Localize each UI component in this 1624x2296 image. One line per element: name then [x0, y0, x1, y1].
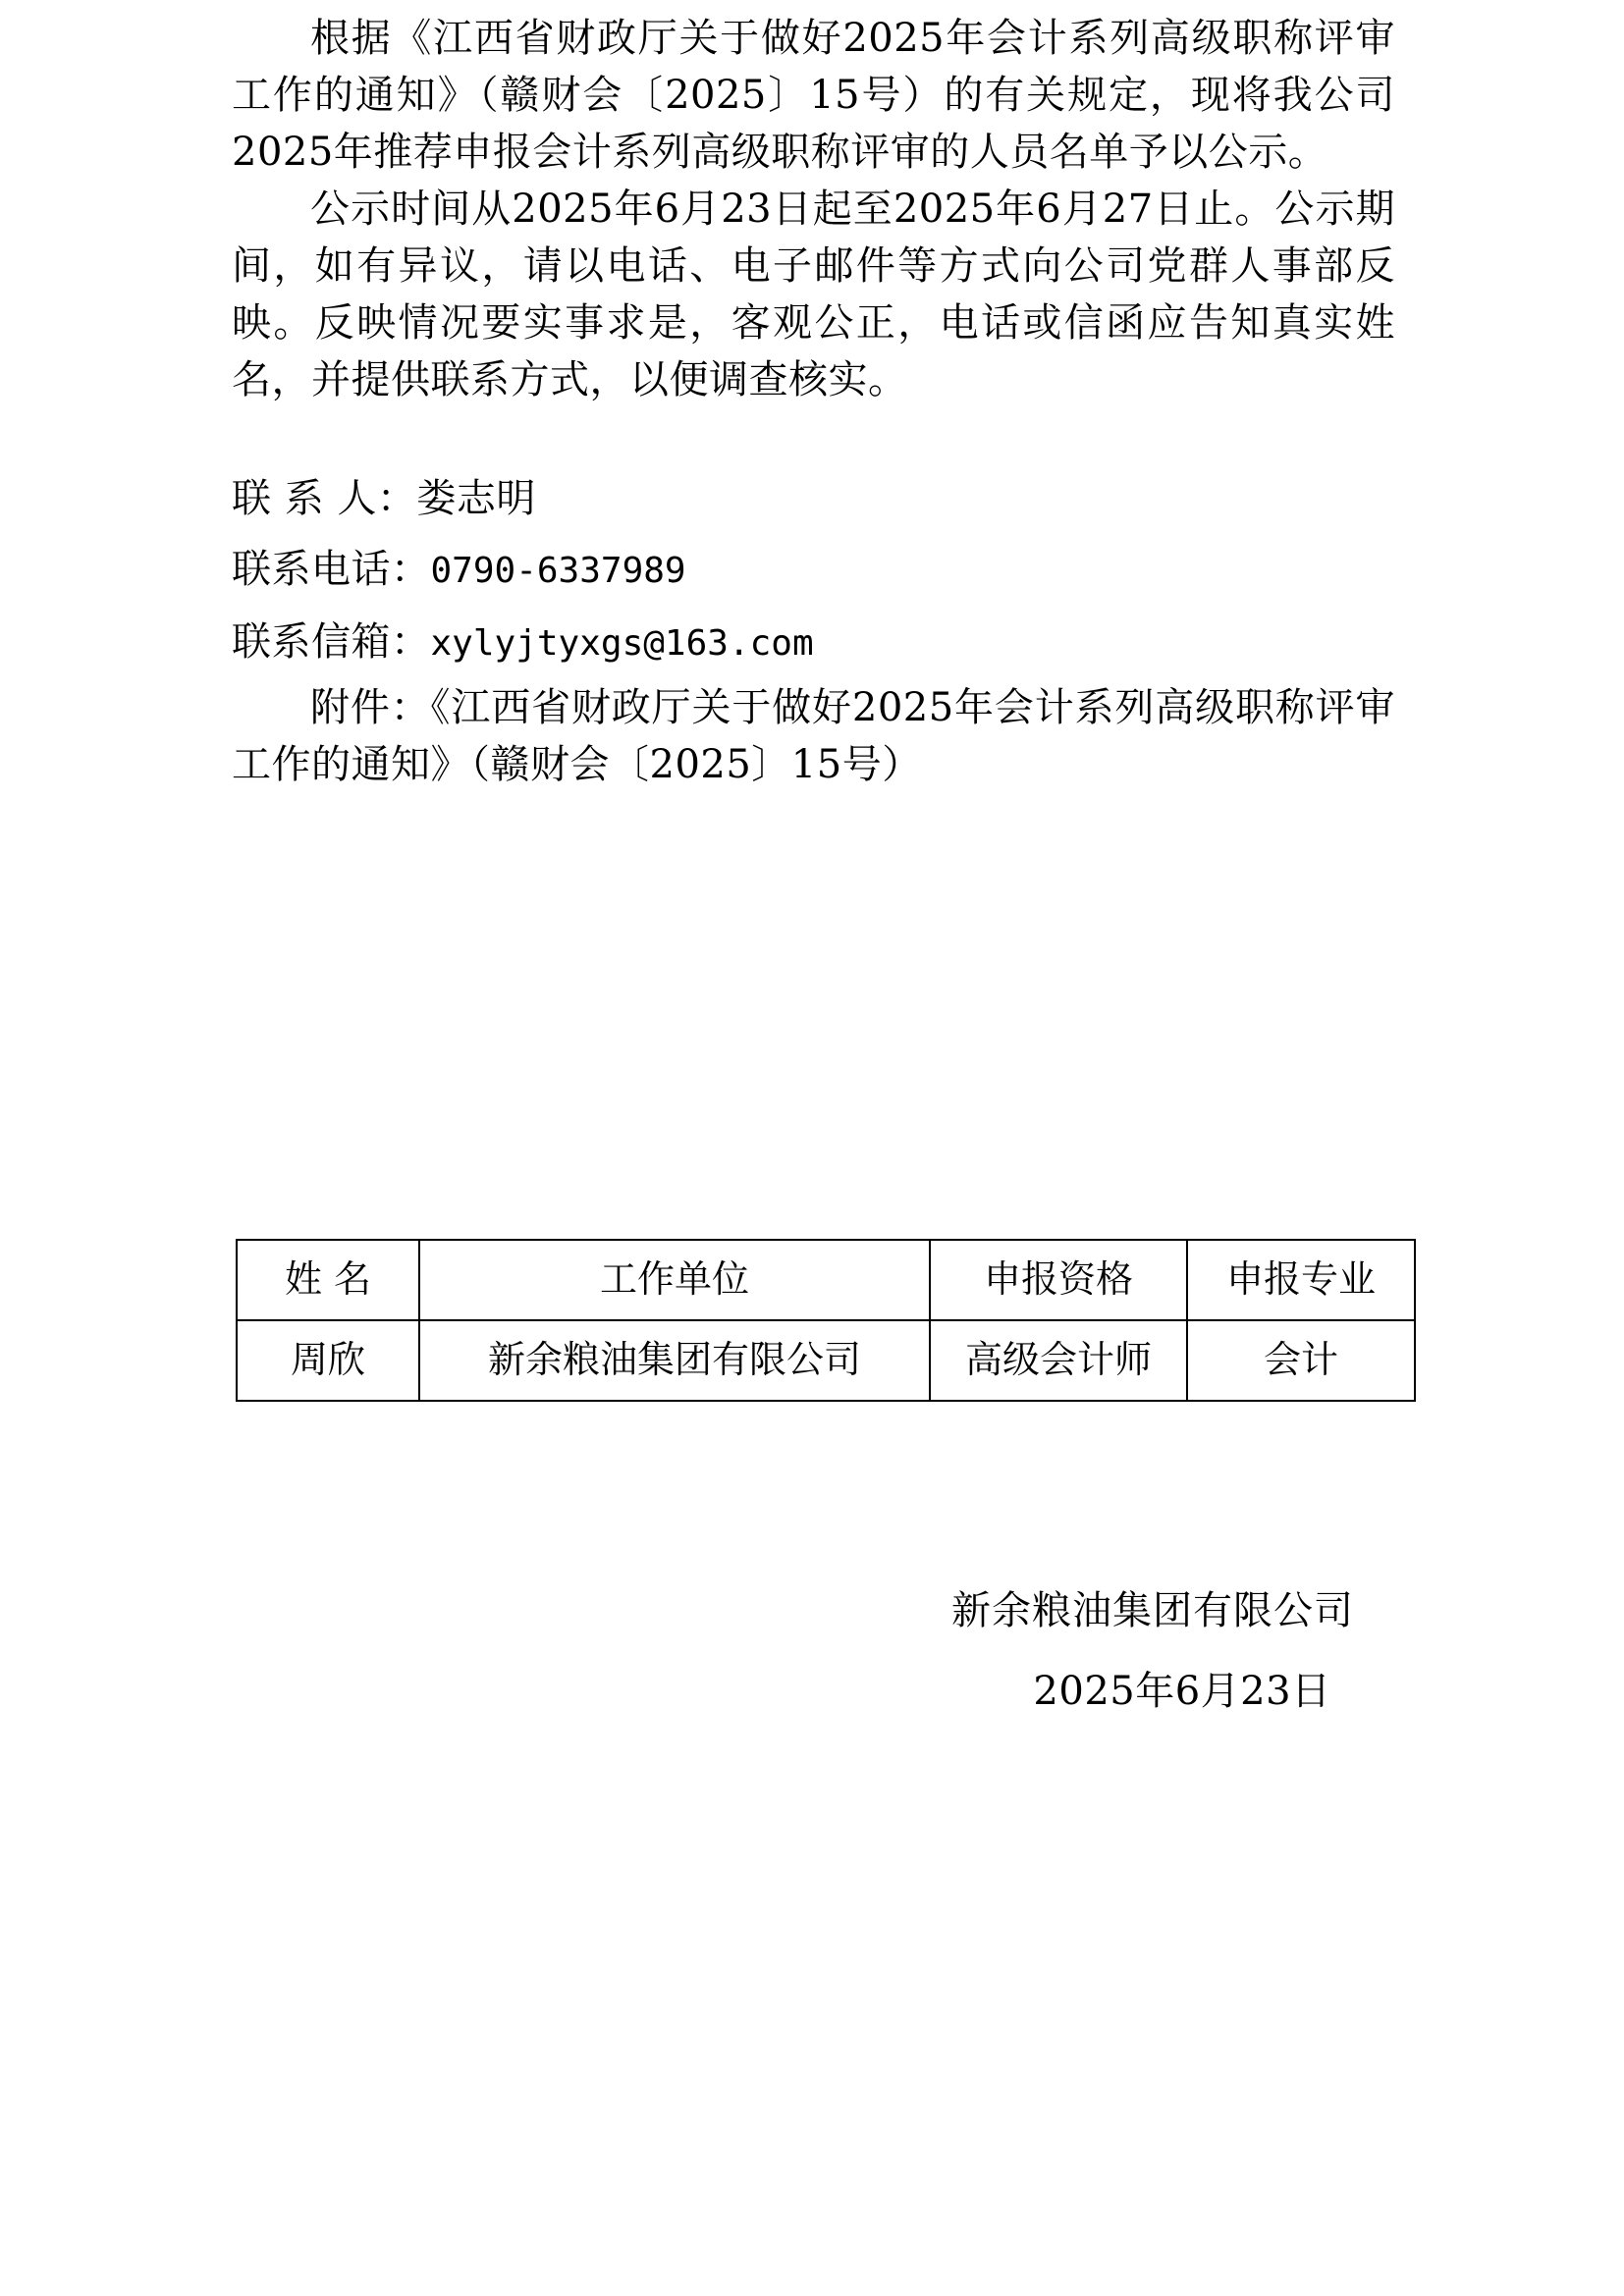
table-header-row: [237, 1240, 1415, 1320]
contact-block: [232, 463, 1395, 679]
contact-person: 联 系 人：娄志明: [232, 476, 536, 521]
paragraph-publicity-period: 公示时间从2025年6月23日起至2025年6月27日止。公示期间，如有异议，请以电话、电子邮件等方式向公司党群人事部反映。反映情况要实事求是，客观公正，电话或信函应告知真实姓名，并提供联系方式，以便调查核实。: [232, 187, 1395, 402]
contact-phone-value: 0790-6337989: [430, 551, 686, 591]
table-header-major: 申报专业: [1187, 1240, 1415, 1320]
contact-email: [232, 607, 1395, 679]
spacer: [232, 408, 1395, 463]
table-header-unit: 工作单位: [419, 1240, 930, 1320]
table-header-qualification: 申报资格: [930, 1240, 1187, 1320]
contact-phone: [232, 534, 1395, 607]
candidate-table: [236, 1239, 1416, 1402]
signature-block: [897, 1580, 1408, 1722]
contact-phone-label: 联系电话：: [232, 547, 431, 592]
contact-email-value: xylyjtyxgs@163.com: [430, 623, 814, 664]
table-header-name: 姓 名: [237, 1240, 419, 1320]
cell-unit: 新余粮油集团有限公司: [419, 1320, 930, 1401]
cell-major: 会计: [1187, 1320, 1415, 1401]
cell-name: 周欣: [237, 1320, 419, 1401]
document-body: [232, 10, 1395, 793]
paragraph-basis: 根据《江西省财政厅关于做好2025年会计系列高级职称评审工作的通知》（赣财会〔2025〕15号）的有关规定，现将我公司2025年推荐申报会计系列高级职称评审的人员名单予以公示。: [232, 16, 1395, 175]
cell-qualification: 高级会计师: [930, 1320, 1187, 1401]
table-row: [237, 1320, 1415, 1401]
candidate-table-wrapper: [236, 1239, 1375, 1402]
contact-email-label: 联系信箱：: [232, 619, 431, 665]
paragraph-attachment: 附件：《江西省财政厅关于做好2025年会计系列高级职称评审工作的通知》（赣财会〔2025〕15号）: [232, 685, 1395, 787]
signature-organization: 新余粮油集团有限公司: [951, 1588, 1354, 1633]
signature-date: 2025年6月23日: [1033, 1669, 1331, 1714]
